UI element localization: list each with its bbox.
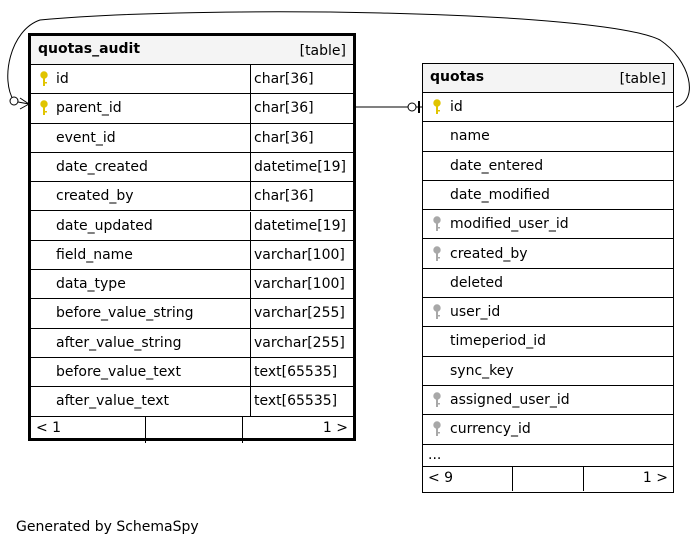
column-row[interactable] — [423, 152, 673, 181]
primary-key-icon — [39, 71, 49, 87]
foreign-key-icon — [432, 392, 442, 408]
column-row[interactable] — [423, 181, 673, 210]
column-type: varchar[100] — [254, 246, 345, 263]
fk-optional-circle — [408, 103, 416, 111]
column-divider — [250, 153, 251, 181]
foreign-key-icon — [432, 216, 442, 232]
column-name: date_updated — [56, 217, 153, 234]
column-name: modified_user_id — [450, 216, 569, 233]
column-divider — [250, 65, 251, 93]
parents-count[interactable]: 1 > — [642, 469, 668, 486]
children-count[interactable]: < 1 — [36, 419, 62, 436]
column-row[interactable] — [423, 122, 673, 151]
column-name: timeperiod_id — [450, 333, 547, 350]
column-name: id — [56, 71, 69, 87]
column-name: name — [450, 128, 490, 145]
footer-divider — [145, 417, 146, 443]
column-divider — [250, 212, 251, 240]
column-name: after_value_text — [56, 393, 169, 410]
more-columns-row[interactable] — [423, 445, 673, 467]
column-type: char[36] — [254, 100, 314, 117]
more-columns-ellipsis: ... — [428, 446, 442, 463]
column-row[interactable] — [423, 386, 673, 415]
column-row[interactable] — [31, 387, 353, 416]
footer-divider — [512, 467, 513, 491]
column-name: currency_id — [450, 421, 531, 438]
column-row[interactable] — [31, 153, 353, 182]
column-row[interactable] — [31, 182, 353, 211]
column-divider — [250, 358, 251, 386]
column-row[interactable] — [31, 212, 353, 241]
table-footer — [31, 417, 353, 443]
column-row[interactable] — [423, 269, 673, 298]
column-name: event_id — [56, 129, 116, 146]
column-divider — [250, 182, 251, 210]
column-type: text[65535] — [254, 393, 338, 410]
column-row[interactable] — [31, 299, 353, 328]
table-name[interactable]: quotas — [430, 69, 485, 85]
column-divider — [250, 270, 251, 298]
column-type: varchar[255] — [254, 305, 345, 322]
table-quotas-audit[interactable] — [28, 33, 356, 441]
column-row[interactable] — [31, 358, 353, 387]
column-row[interactable] — [423, 415, 673, 444]
column-divider — [250, 241, 251, 269]
column-type: datetime[19] — [254, 217, 346, 234]
column-name: sync_key — [450, 362, 514, 379]
column-name: before_value_string — [56, 305, 194, 322]
column-name: after_value_string — [56, 334, 182, 351]
column-name: date_entered — [450, 157, 544, 174]
column-name: assigned_user_id — [450, 392, 570, 408]
children-count[interactable]: < 9 — [428, 469, 454, 486]
foreign-key-icon — [432, 421, 442, 437]
column-type: text[65535] — [254, 364, 338, 380]
column-name: deleted — [450, 274, 503, 291]
column-type: varchar[100] — [254, 276, 345, 293]
column-divider — [250, 124, 251, 152]
column-row[interactable] — [31, 329, 353, 358]
table-footer — [423, 467, 673, 491]
column-name: created_by — [56, 188, 134, 205]
column-divider — [250, 94, 251, 122]
column-type: datetime[19] — [254, 158, 346, 175]
footer-divider — [242, 417, 243, 443]
column-row[interactable] — [423, 210, 673, 239]
column-type: char[36] — [254, 71, 314, 87]
table-header — [31, 36, 353, 65]
table-kind: [table] — [299, 43, 346, 59]
column-name: date_created — [56, 158, 148, 175]
column-name: created_by — [450, 245, 528, 262]
column-row[interactable] — [31, 65, 353, 94]
primary-key-icon — [39, 100, 49, 116]
column-type: varchar[255] — [254, 334, 345, 351]
column-type: char[36] — [254, 129, 314, 146]
table-header — [423, 64, 673, 93]
column-row[interactable] — [31, 241, 353, 270]
parents-count[interactable]: 1 > — [322, 419, 348, 436]
generated-by-label: Generated by SchemaSpy — [16, 519, 199, 535]
column-name: before_value_text — [56, 364, 181, 380]
footer-divider — [583, 467, 584, 491]
column-row[interactable] — [423, 93, 673, 122]
table-kind: [table] — [619, 71, 666, 87]
primary-key-icon — [432, 99, 442, 115]
column-row[interactable] — [423, 298, 673, 327]
fk-curve-circle — [10, 97, 18, 105]
column-divider — [250, 387, 251, 415]
column-divider — [250, 299, 251, 327]
table-quotas[interactable] — [422, 63, 674, 493]
column-name: user_id — [450, 304, 501, 321]
column-row[interactable] — [423, 327, 673, 356]
column-row[interactable] — [31, 270, 353, 299]
column-type: char[36] — [254, 188, 314, 205]
table-name[interactable]: quotas_audit — [38, 41, 141, 57]
column-name: id — [450, 99, 463, 115]
column-name: parent_id — [56, 100, 122, 117]
column-row[interactable] — [423, 357, 673, 386]
column-row[interactable] — [31, 94, 353, 123]
column-row[interactable] — [31, 124, 353, 153]
column-name: date_modified — [450, 186, 550, 203]
column-name: data_type — [56, 276, 126, 293]
foreign-key-icon — [432, 304, 442, 320]
column-row[interactable] — [423, 240, 673, 269]
foreign-key-icon — [432, 246, 442, 262]
column-divider — [250, 329, 251, 357]
column-name: field_name — [56, 246, 133, 263]
